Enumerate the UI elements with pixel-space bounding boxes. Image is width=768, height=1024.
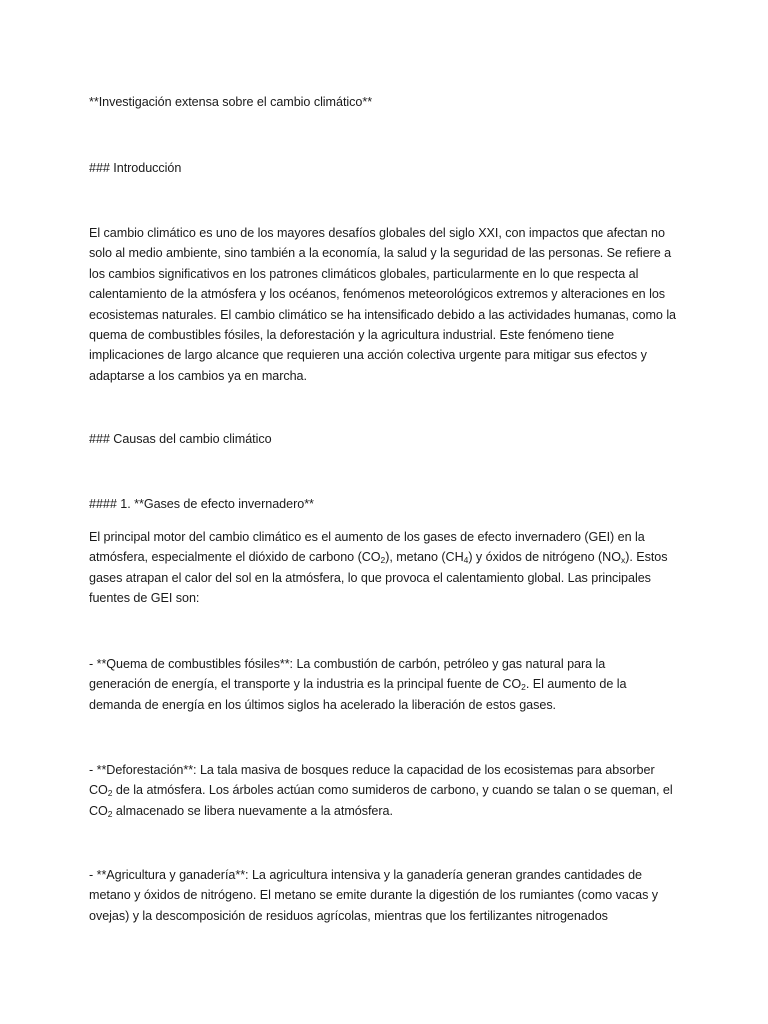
bullet-fossil-fuels [89,654,685,715]
bullet-line [89,674,685,694]
ghg-line: El principal motor del cambio climático es el aumento de los gases de efecto invernadero (GEI) en la [89,530,645,544]
ghg-text: atmósfera, especialmente el dióxido de carbono (CO [89,550,381,565]
ghg-line: fuentes de GEI son: [89,591,200,606]
bullet-line: - **Agricultura y ganadería**: La agricultura intensiva y la ganadería generan grandes cantidades de [89,868,642,882]
ghg-heading: #### 1. **Gases de efecto invernadero** [89,497,314,511]
intro-line: ecosistemas naturales. El cambio climático se ha intensificado debido a las actividades humanas, como la [89,307,677,322]
ghg-text: ) y óxidos de nitrógeno (NO [468,550,621,565]
intro-line: El cambio climático es uno de los mayores desafíos globales del siglo XXI, con impactos que afectan no [89,226,665,240]
bullet-line [89,801,685,821]
subscript: 2 [521,682,526,693]
intro-line: quema de combustibles fósiles, la deforestación y la agricultura industrial. Este fenómeno tiene [89,328,615,343]
bullet-text: almacenado se libera nuevamente a la atmósfera. [112,803,393,818]
bullet-agriculture [89,865,685,926]
causes-heading: ### Causas del cambio climático [89,432,272,446]
intro-line: adaptarse a los cambios ya en marcha. [89,368,307,383]
bullet-text: de la atmósfera. Los árboles actúan como sumideros de carbono, y cuando se talan o se queman, el [112,783,673,798]
intro-paragraph [89,223,685,386]
subscript: x [620,555,626,566]
bullet-line: metano y óxidos de nitrógeno. El metano se emite durante la digestión de los rumiantes (como vacas y [89,888,659,903]
bullet-line [89,780,685,800]
subscript: 2 [107,808,113,819]
subscript: 4 [463,555,469,566]
bullet-text: generación de energía, el transporte y la industria es la principal fuente de CO [89,677,522,692]
intro-line: solo al medio ambiente, sino también a la economía, la salud y la seguridad de las personas. Se refiere a [89,246,672,261]
intro-line: los cambios significativos en los patrones climáticos globales, particularmente en lo que respecta al [89,266,639,281]
document-title: **Investigación extensa sobre el cambio climático** [89,95,373,109]
bullet-line: demanda de energía en los últimos siglos ha acelerado la liberación de estos gases. [89,697,557,712]
intro-line: implicaciones de largo alcance que requieren una acción colectiva urgente para mitigar sus efectos y [89,348,647,363]
bullet-deforestation [89,760,685,821]
bullet-text: CO [89,783,108,798]
ghg-line [89,547,685,567]
ghg-paragraph [89,527,685,609]
ghg-text: ). Estos [625,550,668,565]
bullet-line: ovejas) y la descomposición de residuos agrícolas, mientras que los fertilizantes nitrogenados [89,908,608,923]
subscript: 2 [107,788,113,799]
intro-heading: ### Introducción [89,161,182,175]
bullet-text: CO [89,803,108,818]
subscript: 2 [380,555,386,566]
bullet-line: - **Quema de combustibles fósiles**: La combustión de carbón, petróleo y gas natural para la [89,657,606,671]
ghg-text: ), metano (CH [385,550,464,565]
intro-line: calentamiento de la atmósfera y los océanos, fenómenos meteorológicos extremos y alteraciones en los [89,287,666,302]
ghg-line: gases atrapan el calor del sol en la atmósfera, lo que provoca el calentamiento global. Las principales [89,570,651,585]
bullet-text: . El aumento de la [525,677,627,692]
bullet-line: - **Deforestación**: La tala masiva de bosques reduce la capacidad de los ecosistemas para absorber [89,763,655,777]
